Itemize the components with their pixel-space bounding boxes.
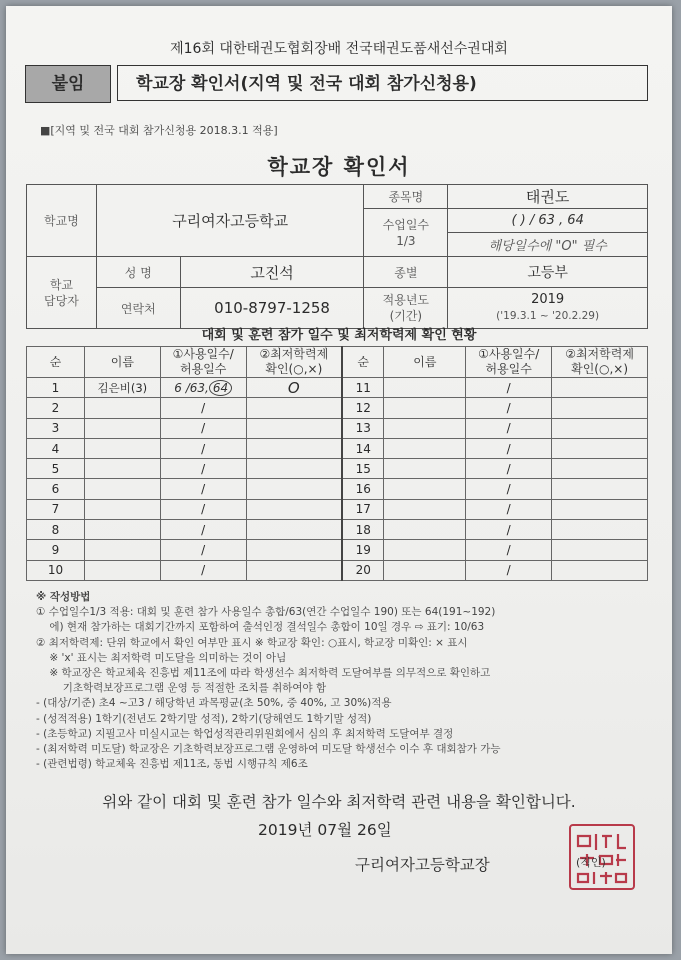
acad-cell: O [246,378,342,398]
days-hint: 해당일수에 "O" 필수 [448,233,648,257]
header-no-right: 순 [342,347,384,378]
name-cell [84,438,160,458]
header-name-right: 이름 [384,347,466,378]
name-cell [84,540,160,560]
table-row [27,438,648,458]
section-title: 대회 및 훈련 참가 일수 및 최저학력제 확인 현황 [201,328,477,343]
form-note: ■[지역 및 전국 대회 참가신청용 2018.3.1 적용] [40,124,278,137]
name-cell-right [384,540,466,560]
seal-label: (직인) [576,856,606,869]
acad-cell [246,479,342,499]
name-cell-right [384,398,466,418]
days-value: / [201,522,206,537]
document-title: 학교장 확인서 [267,155,411,179]
name-cell-right [384,378,466,398]
days-cell [160,378,246,398]
no-cell-right: 14 [342,438,384,458]
year-value: 2019 ('19.3.1 ~ '20.2.29) [448,288,648,329]
instructions [36,590,501,772]
no-cell-right: 16 [342,479,384,499]
instruction-line: ※ 학교장은 학교체육 진흥법 제11조에 따라 학생선수 최저학력 도달여부를 의무적으로 확인하고 [36,667,491,680]
instruction-line: 에) 현재 참가하는 대회기간까지 포함하여 출석인정 결석일수 총합이 10일 경우 ⇨ 표기: 10/63 [36,621,485,634]
instruction-line: ※ 'x' 표시는 최저학력 미도달을 의미하는 것이 아님 [36,651,287,664]
days-value: / [201,400,206,415]
confirmation-text: 위와 같이 대회 및 훈련 참가 일수와 최저학력 관련 내용을 확인합니다. [102,793,576,811]
name-cell-right [384,418,466,438]
instruction-line: - (최저학력 미도달) 학교장은 기초학력보장프로그램 운영하여 미도달 학생선수 이수 후 대회참가 가능 [36,743,501,756]
name-cell [84,479,160,499]
days-cell [160,520,246,540]
acad-cell [246,520,342,540]
instruction-line: ※ 작성방법 [36,591,91,603]
contact-label: 연락처 [96,288,180,329]
days-cell [160,479,246,499]
acad-cell-right [552,418,648,438]
name-cell [84,459,160,479]
acad-cell [246,540,342,560]
division-label: 종별 [364,257,448,288]
no-cell-right: 12 [342,398,384,418]
no-cell: 10 [27,560,85,580]
no-cell: 9 [27,540,85,560]
school-label: 학교명 [27,185,97,257]
days-cell [160,560,246,580]
days-cell-right: / [466,499,552,519]
days-value: / [201,482,206,497]
name-cell [84,418,160,438]
name-cell: 김은비(3) [84,378,160,398]
no-cell: 6 [27,479,85,499]
no-cell: 7 [27,499,85,519]
days-label: 수업일수 1/3 [364,209,448,257]
division-value: 고등부 [448,257,648,288]
no-cell-right: 18 [342,520,384,540]
instruction-line: ① 수업일수1/3 적용: 대회 및 훈련 참가 사용일수 총합/63(연간 수업일수 190) 또는 64(191~192) [36,606,496,619]
name-cell-right [384,560,466,580]
days-cell [160,418,246,438]
days-value: ( ) / 63 , 64 [448,209,648,233]
signature-date: 2019년 07월 26일 [258,821,392,839]
document-page [6,6,672,954]
days-cell [160,398,246,418]
no-cell-right: 15 [342,459,384,479]
days-value: / [201,543,206,558]
table-row [27,378,648,398]
header-acad: ②최저학력제 확인(○,×) [246,347,342,378]
days-cell-right: / [466,378,552,398]
table-row [27,499,648,519]
acad-cell [246,418,342,438]
header-name: 이름 [84,347,160,378]
table-row [27,520,648,540]
no-cell-right: 13 [342,418,384,438]
sport-label: 종목명 [364,185,448,209]
contact-value: 010-8797-1258 [180,288,364,329]
instruction-line: - (성적적용) 1학기(전년도 2학기말 성적), 2학기(당해연도 1학기말 성적) [36,712,372,725]
acad-cell-right [552,540,648,560]
attachment-badge: 붙임 [25,65,111,103]
name-cell-right [384,520,466,540]
circled-days-value: 64 [209,380,232,396]
days-cell-right: / [466,479,552,499]
name-cell-right [384,499,466,519]
days-cell [160,438,246,458]
days-value: / [201,502,206,517]
days-cell [160,499,246,519]
instruction-line: 기초학력보장프로그램 운영 등 적절한 조치를 취하여야 함 [36,682,327,695]
no-cell-right: 20 [342,560,384,580]
instruction-line: - (대상/기준) 초4 ~고3 / 해당학년 과목평균(초 50%, 중 40%, 고 30%)적용 [36,697,392,710]
year-label: 적용년도 (기간) [364,288,448,329]
acad-cell [246,459,342,479]
acad-cell-right [552,520,648,540]
acad-cell-right [552,459,648,479]
no-cell: 8 [27,520,85,540]
no-cell: 4 [27,438,85,458]
name-cell-right [384,479,466,499]
no-cell-right: 19 [342,540,384,560]
days-cell [160,540,246,560]
no-cell-right: 17 [342,499,384,519]
header-acad-right: ②최저학력제 확인(○,×) [552,347,648,378]
acad-cell-right [552,438,648,458]
acad-cell-right [552,479,648,499]
acad-cell-right [552,499,648,519]
header-days: ①사용일수/ 허용일수 [160,347,246,378]
instruction-line: ② 최저학력제: 단위 학교에서 확인 여부만 표시 ※ 학교장 확인: ○표시, 학교장 미확인: × 표시 [36,636,468,649]
acad-cell-right [552,378,648,398]
days-cell-right: / [466,540,552,560]
instruction-line: - (관련법령) 학교체육 진흥법 제11조, 동법 시행규칙 제6조 [36,758,308,771]
name-cell [84,398,160,418]
days-cell-right: / [466,560,552,580]
days-value: / [201,421,206,436]
acad-cell-right [552,398,648,418]
name-value: 고진석 [180,257,364,288]
school-value: 구리여자고등학교 [96,185,364,257]
form-title: 학교장 확인서(지역 및 전국 대회 참가신청용) [117,65,648,101]
name-label: 성 명 [96,257,180,288]
table-row [27,398,648,418]
acad-cell [246,560,342,580]
name-cell [84,520,160,540]
participation-table [26,346,648,581]
no-cell-right: 11 [342,378,384,398]
days-cell-right: / [466,418,552,438]
acad-cell-right [552,560,648,580]
no-cell: 3 [27,418,85,438]
no-cell: 2 [27,398,85,418]
table-row [27,459,648,479]
principal-name: 구리여자고등학교장 [355,856,490,874]
days-cell-right: / [466,398,552,418]
days-value: 6 /63, [174,380,209,395]
days-cell-right: / [466,520,552,540]
name-cell-right [384,459,466,479]
header-no: 순 [27,347,85,378]
acad-cell [246,499,342,519]
days-cell-right: / [466,438,552,458]
info-table [26,184,648,329]
instruction-line: - (초등학교) 지필고사 미실시교는 학업성적관리위원회에서 심의 후 최저학력 도달여부 결정 [36,727,454,740]
table-row [27,479,648,499]
no-cell: 1 [27,378,85,398]
days-cell-right: / [466,459,552,479]
name-cell [84,499,160,519]
header-days-right: ①사용일수/ 허용일수 [466,347,552,378]
no-cell: 5 [27,459,85,479]
event-title: 제16회 대한태권도협회장배 전국태권도품새선수권대회 [170,41,508,57]
acad-cell [246,398,342,418]
days-value: / [201,563,206,578]
name-cell-right [384,438,466,458]
days-cell [160,459,246,479]
table-row [27,540,648,560]
table-row [27,418,648,438]
table-row [27,560,648,580]
name-cell [84,560,160,580]
sport-value: 태권도 [448,185,648,209]
days-value: / [201,441,206,456]
days-value: / [201,461,206,476]
staff-label: 학교 담당자 [27,257,97,329]
acad-cell [246,438,342,458]
